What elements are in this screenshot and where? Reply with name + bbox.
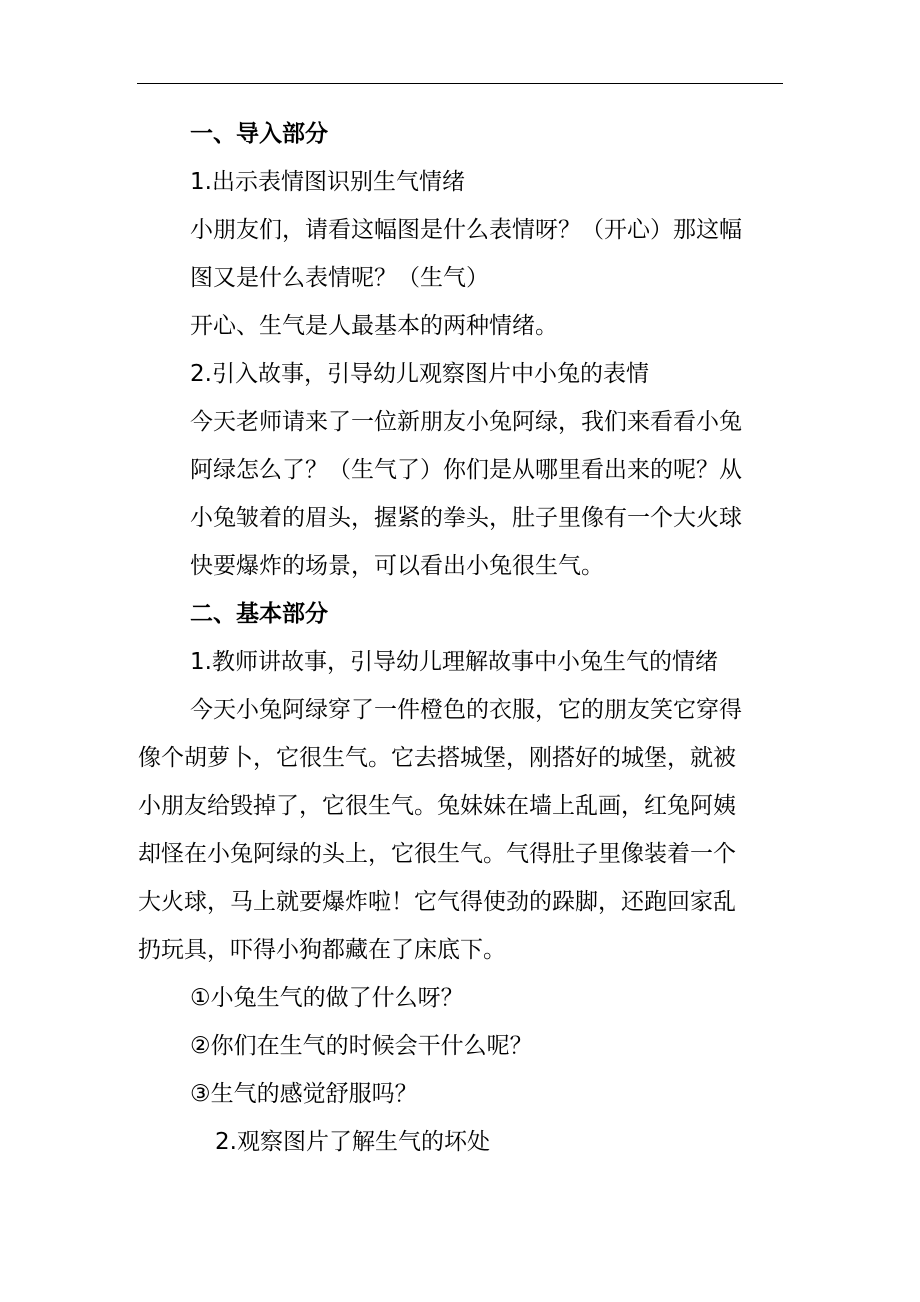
intro-paragraph-3-line-1: 今天老师请来了一位新朋友小兔阿绿，我们来看看小兔 <box>190 409 742 435</box>
intro-paragraph-3-line-2: 阿绿怎么了？（生气了）你们是从哪里看出来的呢？从 <box>190 457 742 483</box>
intro-paragraph-1-line-1: 小朋友们，请看这幅图是什么表情呀？（开心）那这幅 <box>190 217 742 243</box>
story-line-4: 却怪在小兔阿绿的头上，它很生气。气得肚子里像装着一个 <box>138 841 736 867</box>
intro-paragraph-3-line-4: 快要爆炸的场景，可以看出小兔很生气。 <box>190 553 604 579</box>
intro-paragraph-1-line-2: 图又是什么表情呢？（生气） <box>190 265 489 291</box>
story-line-3: 小朋友给毁掉了，它很生气。兔妹妹在墙上乱画，红兔阿姨 <box>138 793 736 819</box>
intro-paragraph-3-line-3: 小兔皱着的眉头，握紧的拳头，肚子里像有一个大火球 <box>190 505 742 531</box>
intro-item-2-title: 2.引入故事，引导幼儿观察图片中小兔的表情 <box>190 361 649 387</box>
section-heading-main: 二、基本部分 <box>190 601 328 627</box>
story-line-6: 扔玩具，吓得小狗都藏在了床底下。 <box>138 937 506 963</box>
intro-paragraph-2: 开心、生气是人最基本的两种情绪。 <box>190 313 558 339</box>
question-2: ②你们在生气的时候会干什么呢？ <box>190 1033 533 1059</box>
document-body <box>138 110 788 1166</box>
question-3: ③生气的感觉舒服吗？ <box>190 1081 418 1107</box>
section-heading-intro: 一、导入部分 <box>190 121 328 147</box>
main-item-1-title: 1.教师讲故事，引导幼儿理解故事中小兔生气的情绪 <box>190 649 718 675</box>
question-1: ①小兔生气的做了什么呀？ <box>190 985 464 1011</box>
story-line-2: 像个胡萝卜，它很生气。它去搭城堡，刚搭好的城堡，就被 <box>138 745 736 771</box>
intro-item-1-title: 1.出示表情图识别生气情绪 <box>190 169 465 195</box>
main-item-2-title: 2.观察图片了解生气的坏处 <box>215 1129 490 1155</box>
story-line-1: 今天小兔阿绿穿了一件橙色的衣服，它的朋友笑它穿得 <box>190 697 742 723</box>
header-rule <box>137 83 783 84</box>
story-line-5: 大火球，马上就要爆炸啦！它气得使劲的跺脚，还跑回家乱 <box>138 889 736 915</box>
